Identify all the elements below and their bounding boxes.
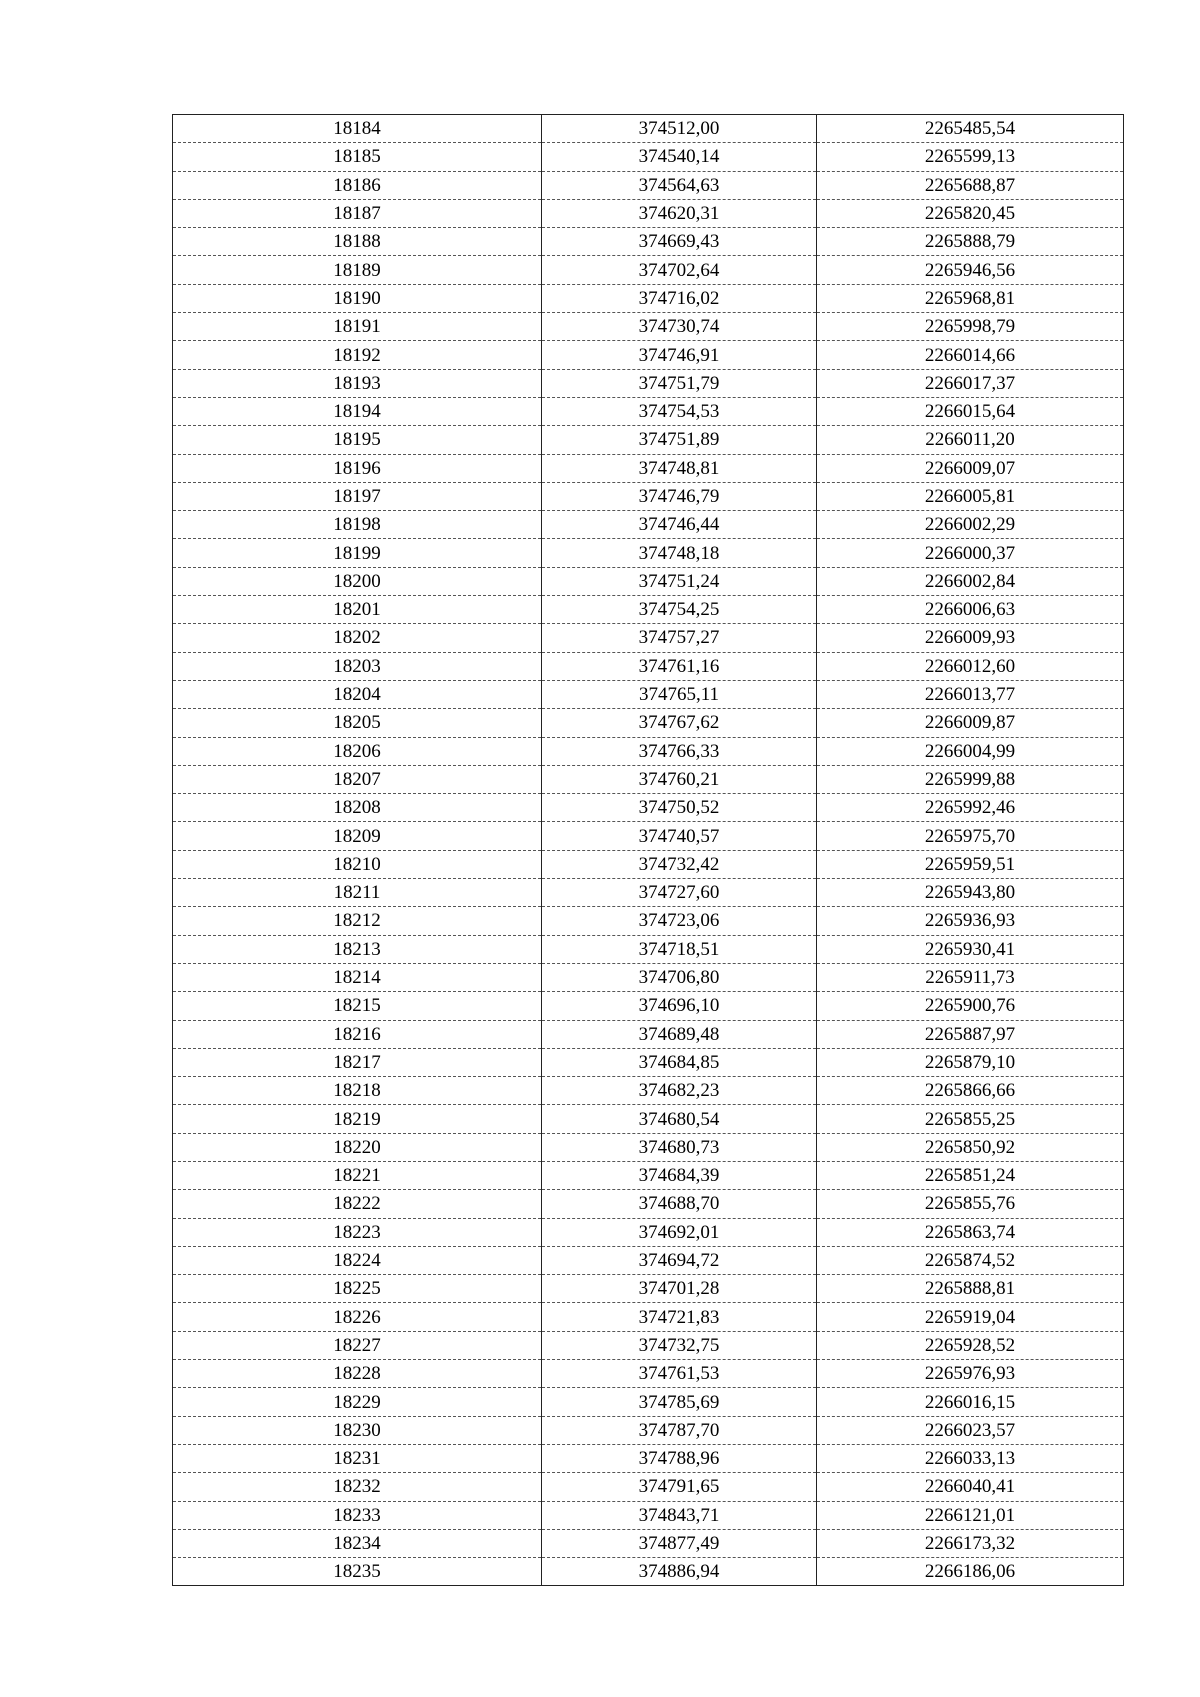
- x-coordinate-cell: 374540,14: [542, 143, 817, 171]
- x-coordinate-cell: 374766,33: [542, 737, 817, 765]
- table-row: [173, 143, 1124, 171]
- y-coordinate-cell: 2265936,93: [817, 907, 1124, 935]
- y-coordinate-cell: 2266040,41: [817, 1473, 1124, 1501]
- x-coordinate-cell: 374696,10: [542, 992, 817, 1020]
- point-number-cell: 18216: [173, 1020, 542, 1048]
- x-coordinate-cell: 374721,83: [542, 1303, 817, 1331]
- y-coordinate-cell: 2265887,97: [817, 1020, 1124, 1048]
- table-row: [173, 709, 1124, 737]
- table-row: [173, 1444, 1124, 1472]
- y-coordinate-cell: 2266173,32: [817, 1529, 1124, 1557]
- point-number-cell: 18203: [173, 652, 542, 680]
- x-coordinate-cell: 374791,65: [542, 1473, 817, 1501]
- x-coordinate-cell: 374688,70: [542, 1190, 817, 1218]
- point-number-cell: 18188: [173, 228, 542, 256]
- y-coordinate-cell: 2265998,79: [817, 313, 1124, 341]
- y-coordinate-cell: 2266004,99: [817, 737, 1124, 765]
- point-number-cell: 18185: [173, 143, 542, 171]
- y-coordinate-cell: 2266009,93: [817, 624, 1124, 652]
- y-coordinate-cell: 2266013,77: [817, 680, 1124, 708]
- point-number-cell: 18191: [173, 313, 542, 341]
- table-row: [173, 1303, 1124, 1331]
- y-coordinate-cell: 2265851,24: [817, 1161, 1124, 1189]
- y-coordinate-cell: 2265888,81: [817, 1275, 1124, 1303]
- x-coordinate-cell: 374843,71: [542, 1501, 817, 1529]
- point-number-cell: 18222: [173, 1190, 542, 1218]
- table-row: [173, 963, 1124, 991]
- table-row: [173, 737, 1124, 765]
- point-number-cell: 18204: [173, 680, 542, 708]
- x-coordinate-cell: 374692,01: [542, 1218, 817, 1246]
- y-coordinate-cell: 2265863,74: [817, 1218, 1124, 1246]
- y-coordinate-cell: 2265855,25: [817, 1105, 1124, 1133]
- x-coordinate-cell: 374750,52: [542, 794, 817, 822]
- table-row: [173, 1105, 1124, 1133]
- x-coordinate-cell: 374730,74: [542, 313, 817, 341]
- y-coordinate-cell: 2265943,80: [817, 879, 1124, 907]
- x-coordinate-cell: 374785,69: [542, 1388, 817, 1416]
- x-coordinate-cell: 374701,28: [542, 1275, 817, 1303]
- table-row: [173, 426, 1124, 454]
- point-number-cell: 18218: [173, 1077, 542, 1105]
- table-row: [173, 1133, 1124, 1161]
- y-coordinate-cell: 2265946,56: [817, 256, 1124, 284]
- table-row: [173, 1473, 1124, 1501]
- x-coordinate-cell: 374767,62: [542, 709, 817, 737]
- y-coordinate-cell: 2265879,10: [817, 1048, 1124, 1076]
- point-number-cell: 18192: [173, 341, 542, 369]
- y-coordinate-cell: 2265928,52: [817, 1331, 1124, 1359]
- x-coordinate-cell: 374684,39: [542, 1161, 817, 1189]
- table-row: [173, 1218, 1124, 1246]
- point-number-cell: 18197: [173, 482, 542, 510]
- x-coordinate-cell: 374746,79: [542, 482, 817, 510]
- point-number-cell: 18220: [173, 1133, 542, 1161]
- point-number-cell: 18235: [173, 1558, 542, 1586]
- point-number-cell: 18224: [173, 1246, 542, 1274]
- y-coordinate-cell: 2265820,45: [817, 199, 1124, 227]
- coordinate-table: [172, 114, 1124, 1586]
- y-coordinate-cell: 2265855,76: [817, 1190, 1124, 1218]
- x-coordinate-cell: 374512,00: [542, 115, 817, 143]
- point-number-cell: 18194: [173, 397, 542, 425]
- point-number-cell: 18202: [173, 624, 542, 652]
- point-number-cell: 18228: [173, 1360, 542, 1388]
- x-coordinate-cell: 374732,42: [542, 850, 817, 878]
- y-coordinate-cell: 2265688,87: [817, 171, 1124, 199]
- x-coordinate-cell: 374748,18: [542, 539, 817, 567]
- point-number-cell: 18200: [173, 567, 542, 595]
- point-number-cell: 18208: [173, 794, 542, 822]
- table-row: [173, 511, 1124, 539]
- point-number-cell: 18223: [173, 1218, 542, 1246]
- point-number-cell: 18211: [173, 879, 542, 907]
- y-coordinate-cell: 2265599,13: [817, 143, 1124, 171]
- table-row: [173, 1558, 1124, 1586]
- y-coordinate-cell: 2265930,41: [817, 935, 1124, 963]
- point-number-cell: 18184: [173, 115, 542, 143]
- point-number-cell: 18210: [173, 850, 542, 878]
- x-coordinate-cell: 374754,25: [542, 596, 817, 624]
- y-coordinate-cell: 2266012,60: [817, 652, 1124, 680]
- y-coordinate-cell: 2266005,81: [817, 482, 1124, 510]
- y-coordinate-cell: 2265866,66: [817, 1077, 1124, 1105]
- point-number-cell: 18196: [173, 454, 542, 482]
- y-coordinate-cell: 2265911,73: [817, 963, 1124, 991]
- table-row: [173, 369, 1124, 397]
- point-number-cell: 18232: [173, 1473, 542, 1501]
- point-number-cell: 18193: [173, 369, 542, 397]
- table-row: [173, 313, 1124, 341]
- point-number-cell: 18217: [173, 1048, 542, 1076]
- table-row: [173, 596, 1124, 624]
- point-number-cell: 18187: [173, 199, 542, 227]
- table-row: [173, 1161, 1124, 1189]
- y-coordinate-cell: 2265999,88: [817, 765, 1124, 793]
- y-coordinate-cell: 2266000,37: [817, 539, 1124, 567]
- y-coordinate-cell: 2265900,76: [817, 992, 1124, 1020]
- table-row: [173, 228, 1124, 256]
- point-number-cell: 18195: [173, 426, 542, 454]
- table-row: [173, 624, 1124, 652]
- table-row: [173, 256, 1124, 284]
- point-number-cell: 18209: [173, 822, 542, 850]
- x-coordinate-cell: 374746,91: [542, 341, 817, 369]
- y-coordinate-cell: 2266009,87: [817, 709, 1124, 737]
- point-number-cell: 18225: [173, 1275, 542, 1303]
- y-coordinate-cell: 2266015,64: [817, 397, 1124, 425]
- x-coordinate-cell: 374751,24: [542, 567, 817, 595]
- point-number-cell: 18233: [173, 1501, 542, 1529]
- table-row: [173, 115, 1124, 143]
- x-coordinate-cell: 374620,31: [542, 199, 817, 227]
- table-row: [173, 284, 1124, 312]
- x-coordinate-cell: 374748,81: [542, 454, 817, 482]
- x-coordinate-cell: 374680,54: [542, 1105, 817, 1133]
- x-coordinate-cell: 374689,48: [542, 1020, 817, 1048]
- y-coordinate-cell: 2266121,01: [817, 1501, 1124, 1529]
- table-row: [173, 1190, 1124, 1218]
- y-coordinate-cell: 2266002,84: [817, 567, 1124, 595]
- y-coordinate-cell: 2266033,13: [817, 1444, 1124, 1472]
- y-coordinate-cell: 2266023,57: [817, 1416, 1124, 1444]
- x-coordinate-cell: 374684,85: [542, 1048, 817, 1076]
- table-row: [173, 1048, 1124, 1076]
- x-coordinate-cell: 374754,53: [542, 397, 817, 425]
- point-number-cell: 18199: [173, 539, 542, 567]
- x-coordinate-cell: 374751,89: [542, 426, 817, 454]
- table-row: [173, 482, 1124, 510]
- x-coordinate-cell: 374740,57: [542, 822, 817, 850]
- y-coordinate-cell: 2265959,51: [817, 850, 1124, 878]
- table-row: [173, 539, 1124, 567]
- point-number-cell: 18205: [173, 709, 542, 737]
- x-coordinate-cell: 374761,16: [542, 652, 817, 680]
- table-row: [173, 1275, 1124, 1303]
- point-number-cell: 18190: [173, 284, 542, 312]
- point-number-cell: 18214: [173, 963, 542, 991]
- x-coordinate-cell: 374706,80: [542, 963, 817, 991]
- table-row: [173, 907, 1124, 935]
- x-coordinate-cell: 374682,23: [542, 1077, 817, 1105]
- y-coordinate-cell: 2265874,52: [817, 1246, 1124, 1274]
- x-coordinate-cell: 374564,63: [542, 171, 817, 199]
- x-coordinate-cell: 374787,70: [542, 1416, 817, 1444]
- x-coordinate-cell: 374680,73: [542, 1133, 817, 1161]
- y-coordinate-cell: 2266014,66: [817, 341, 1124, 369]
- x-coordinate-cell: 374716,02: [542, 284, 817, 312]
- x-coordinate-cell: 374669,43: [542, 228, 817, 256]
- coordinate-table-body: [173, 115, 1124, 1586]
- y-coordinate-cell: 2265850,92: [817, 1133, 1124, 1161]
- y-coordinate-cell: 2266016,15: [817, 1388, 1124, 1416]
- x-coordinate-cell: 374765,11: [542, 680, 817, 708]
- point-number-cell: 18207: [173, 765, 542, 793]
- table-row: [173, 1020, 1124, 1048]
- x-coordinate-cell: 374702,64: [542, 256, 817, 284]
- table-row: [173, 680, 1124, 708]
- table-row: [173, 341, 1124, 369]
- point-number-cell: 18227: [173, 1331, 542, 1359]
- table-row: [173, 1360, 1124, 1388]
- table-row: [173, 1529, 1124, 1557]
- table-row: [173, 567, 1124, 595]
- point-number-cell: 18206: [173, 737, 542, 765]
- y-coordinate-cell: 2266011,20: [817, 426, 1124, 454]
- point-number-cell: 18215: [173, 992, 542, 1020]
- table-row: [173, 935, 1124, 963]
- point-number-cell: 18230: [173, 1416, 542, 1444]
- table-row: [173, 1331, 1124, 1359]
- x-coordinate-cell: 374751,79: [542, 369, 817, 397]
- y-coordinate-cell: 2265992,46: [817, 794, 1124, 822]
- y-coordinate-cell: 2266186,06: [817, 1558, 1124, 1586]
- table-row: [173, 765, 1124, 793]
- x-coordinate-cell: 374760,21: [542, 765, 817, 793]
- table-row: [173, 850, 1124, 878]
- table-row: [173, 1416, 1124, 1444]
- x-coordinate-cell: 374761,53: [542, 1360, 817, 1388]
- x-coordinate-cell: 374757,27: [542, 624, 817, 652]
- table-row: [173, 397, 1124, 425]
- point-number-cell: 18201: [173, 596, 542, 624]
- point-number-cell: 18226: [173, 1303, 542, 1331]
- table-row: [173, 879, 1124, 907]
- table-row: [173, 992, 1124, 1020]
- x-coordinate-cell: 374718,51: [542, 935, 817, 963]
- y-coordinate-cell: 2265976,93: [817, 1360, 1124, 1388]
- point-number-cell: 18234: [173, 1529, 542, 1557]
- table-row: [173, 652, 1124, 680]
- point-number-cell: 18198: [173, 511, 542, 539]
- table-row: [173, 794, 1124, 822]
- y-coordinate-cell: 2266006,63: [817, 596, 1124, 624]
- point-number-cell: 18221: [173, 1161, 542, 1189]
- point-number-cell: 18213: [173, 935, 542, 963]
- point-number-cell: 18219: [173, 1105, 542, 1133]
- table-row: [173, 1388, 1124, 1416]
- point-number-cell: 18212: [173, 907, 542, 935]
- y-coordinate-cell: 2265919,04: [817, 1303, 1124, 1331]
- table-row: [173, 171, 1124, 199]
- x-coordinate-cell: 374732,75: [542, 1331, 817, 1359]
- table-row: [173, 1077, 1124, 1105]
- table-row: [173, 454, 1124, 482]
- y-coordinate-cell: 2265485,54: [817, 115, 1124, 143]
- x-coordinate-cell: 374723,06: [542, 907, 817, 935]
- table-row: [173, 199, 1124, 227]
- y-coordinate-cell: 2266009,07: [817, 454, 1124, 482]
- y-coordinate-cell: 2266002,29: [817, 511, 1124, 539]
- x-coordinate-cell: 374727,60: [542, 879, 817, 907]
- x-coordinate-cell: 374886,94: [542, 1558, 817, 1586]
- table-row: [173, 1501, 1124, 1529]
- table-row: [173, 1246, 1124, 1274]
- x-coordinate-cell: 374746,44: [542, 511, 817, 539]
- point-number-cell: 18229: [173, 1388, 542, 1416]
- point-number-cell: 18189: [173, 256, 542, 284]
- x-coordinate-cell: 374788,96: [542, 1444, 817, 1472]
- y-coordinate-cell: 2265968,81: [817, 284, 1124, 312]
- point-number-cell: 18231: [173, 1444, 542, 1472]
- x-coordinate-cell: 374877,49: [542, 1529, 817, 1557]
- point-number-cell: 18186: [173, 171, 542, 199]
- y-coordinate-cell: 2265975,70: [817, 822, 1124, 850]
- y-coordinate-cell: 2266017,37: [817, 369, 1124, 397]
- y-coordinate-cell: 2265888,79: [817, 228, 1124, 256]
- x-coordinate-cell: 374694,72: [542, 1246, 817, 1274]
- table-row: [173, 822, 1124, 850]
